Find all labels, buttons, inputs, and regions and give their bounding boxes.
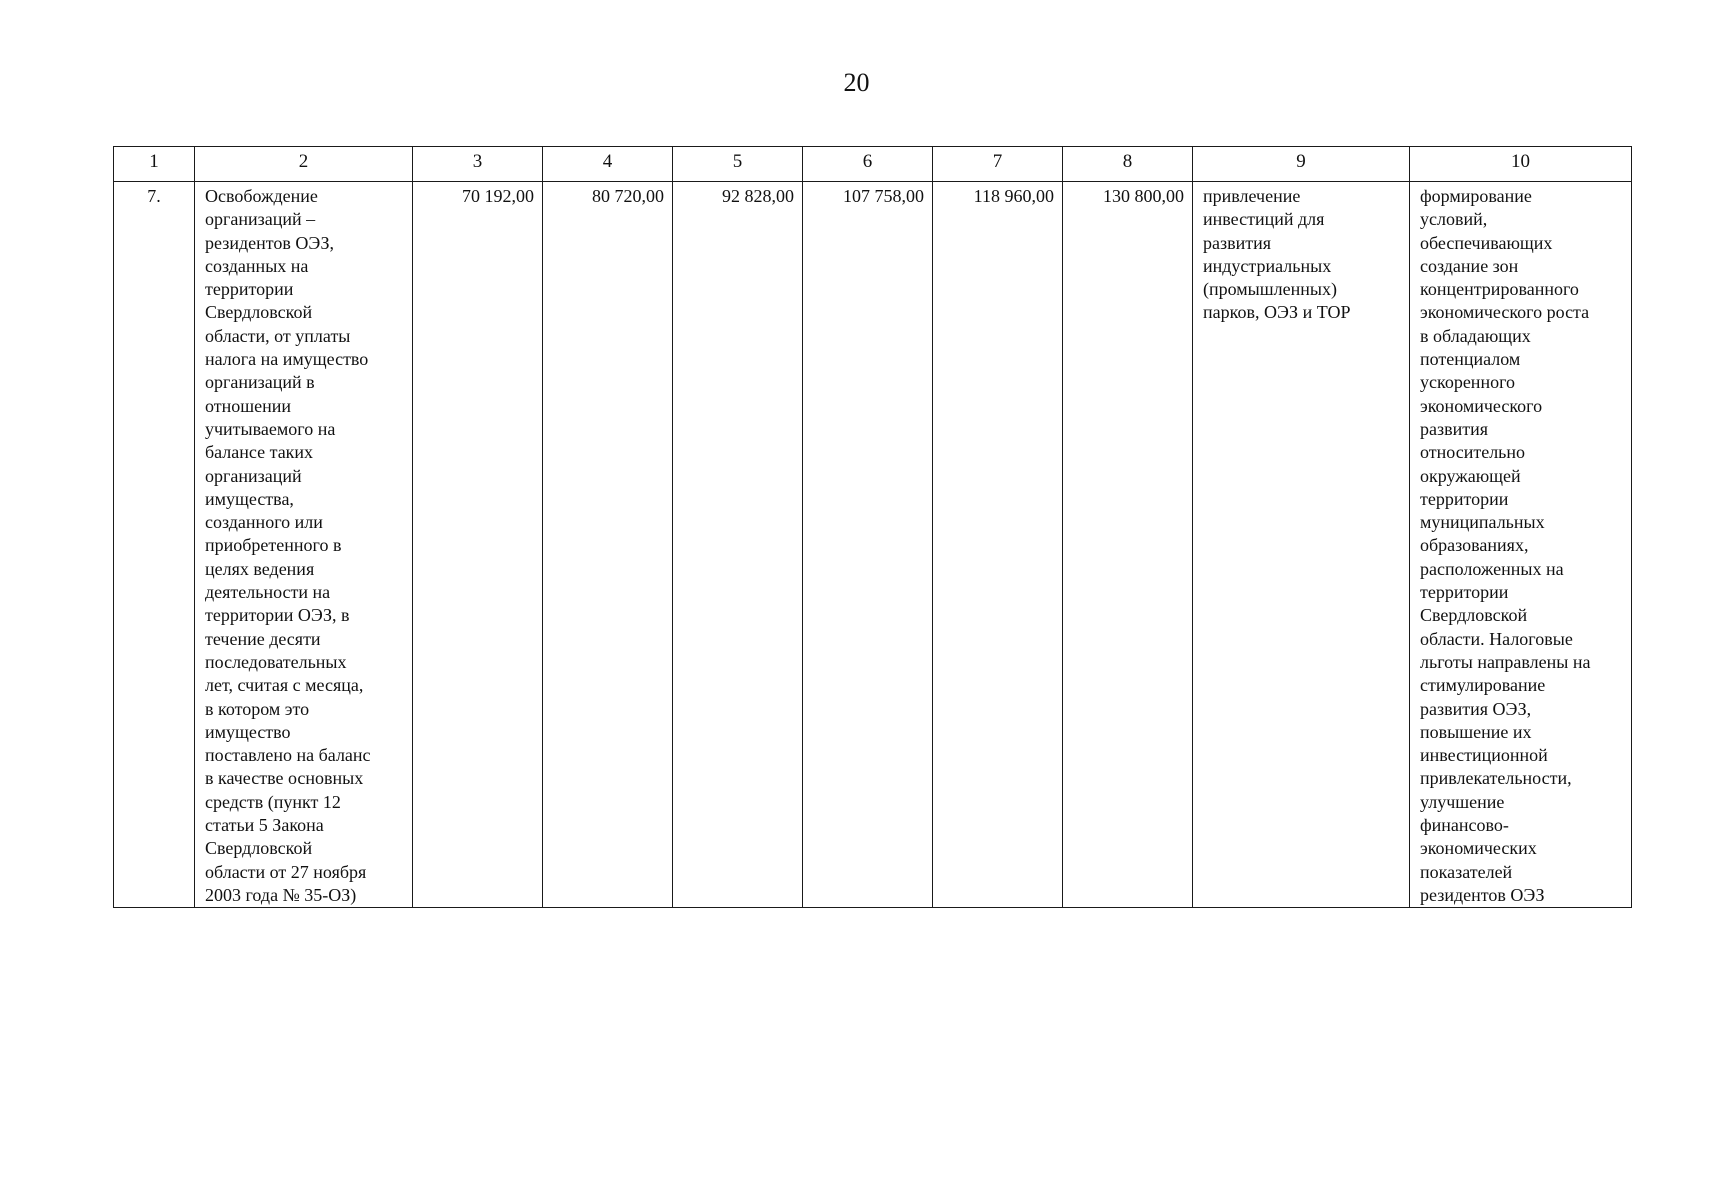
- value-cell-col5: 92 828,00: [673, 182, 803, 908]
- rationale-cell: [1410, 182, 1632, 908]
- page-number: 20: [843, 68, 870, 97]
- benefit-description-text: Освобождение организаций – резидентов ОЭЗ, созданных на территории Свердловской области, от уплаты налога на имущество организаций в отношении учитываемого на балансе таких организаций имущества, созданного или приобретенного в целях ведения деятельности на территории ОЭЗ, в течение десяти последовательных лет, считая с месяца, в котором это имущество поставлено на баланс в качестве основных средств (пункт 12 статьи 5 Закона Свердловской области от 27 ноября 2003 года № 35-ОЗ): [205, 186, 371, 905]
- table-row: [114, 182, 1632, 908]
- column-header-3: 3: [413, 147, 543, 182]
- column-header-10: 10: [1410, 147, 1632, 182]
- column-header-1: 1: [114, 147, 195, 182]
- column-header-7: 7: [933, 147, 1063, 182]
- value-cell-col4: 80 720,00: [543, 182, 673, 908]
- column-header-2: 2: [195, 147, 413, 182]
- value-cell-col8: 130 800,00: [1063, 182, 1193, 908]
- column-header-5: 5: [673, 147, 803, 182]
- goal-text: привлечение инвестиций для развития индустриальных (промышленных) парков, ОЭЗ и ТОР: [1203, 186, 1351, 323]
- value-cell-col3: 70 192,00: [413, 182, 543, 908]
- rationale-text: формирование условий, обеспечивающих создание зон концентрированного экономического роста в обладающих потенциалом ускоренного экономического развития относительно окружающей территории муниципальных образованиях, расположенных на территории Свердловской области. Налоговые льготы направлены на стимулирование развития ОЭЗ, повышение их инвестиционной привлекательности, улучшение финансово- экономических показателей резидентов ОЭЗ: [1420, 186, 1591, 905]
- column-header-8: 8: [1063, 147, 1193, 182]
- column-header-6: 6: [803, 147, 933, 182]
- tax-benefits-table: [113, 146, 1632, 908]
- header-row: [114, 147, 1632, 182]
- benefit-description-cell: [195, 182, 413, 908]
- value-cell-col6: 107 758,00: [803, 182, 933, 908]
- goal-cell: [1193, 182, 1410, 908]
- value-cell-col7: 118 960,00: [933, 182, 1063, 908]
- row-number-cell: 7.: [114, 182, 195, 908]
- column-header-9: 9: [1193, 147, 1410, 182]
- column-header-4: 4: [543, 147, 673, 182]
